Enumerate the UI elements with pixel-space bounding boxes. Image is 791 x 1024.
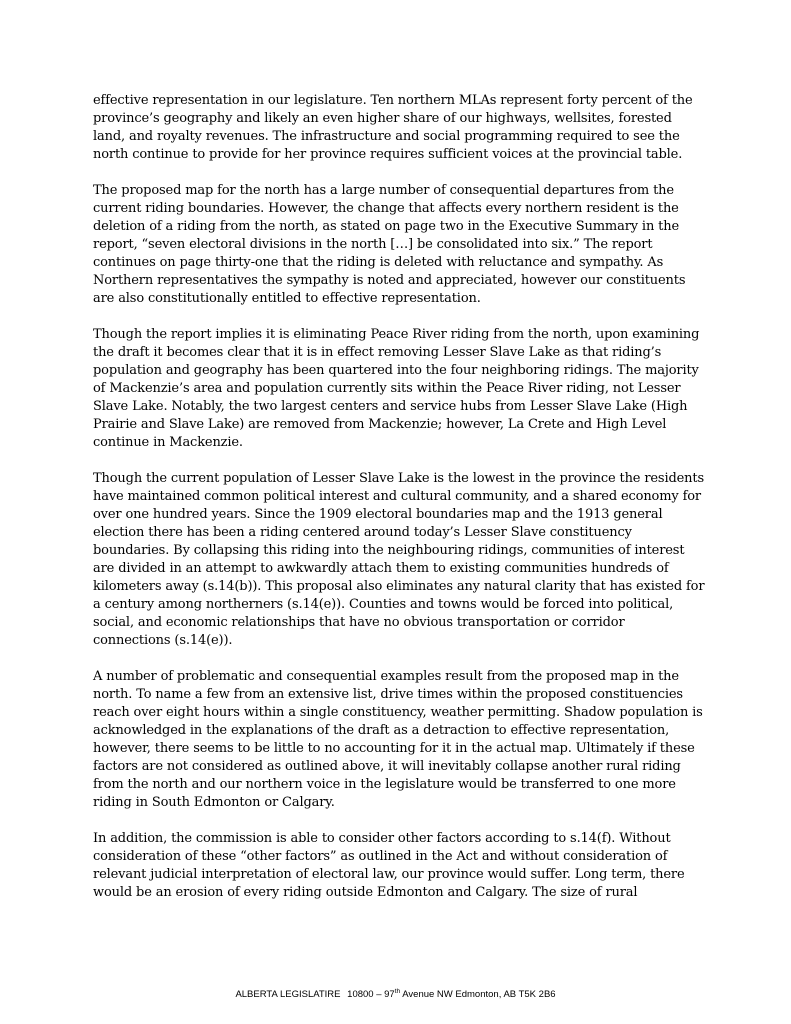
footer-address-rest: Avenue NW Edmonton, AB T5K 2B6 bbox=[400, 989, 556, 1000]
footer-address-number: 10800 – 97 bbox=[347, 989, 395, 1000]
paragraph-proposed-map: The proposed map for the north has a large number of consequential departures from the current riding boundaries. However, the change that affects every northern resident is the deletion of a riding from the north, as stated on page two in the Executive Summary in the report, “seven electoral divisions in the north […] be consolidated into six.” The report continues on page thirty-one that the riding is deleted with reluctance and sympathy. As Northern representatives the sympathy is noted and appreciated, however our constituents are also constitutionally entitled to effective representation. bbox=[93, 183, 686, 306]
paragraph-problematic-examples: A number of problematic and consequential examples result from the proposed map in the north. To name a few from an extensive list, drive times within the proposed constituencies reach over eight hours within a single constituency, weather permitting. Shadow population is acknowledged in the explanations of the draft as a detraction to effective representation, however, there seems to be little to no accounting for it in the actual map. Ultimately if these factors are not considered as outlined above, it will inevitably collapse another rural riding from the north and our northern voice in the legislature would be transferred to one more riding in South Edmonton or Calgary. bbox=[93, 669, 703, 810]
paragraph-peace-river: Though the report implies it is eliminating Peace River riding from the north, upon examining the draft it becomes clear that it is in effect removing Lesser Slave Lake as that riding’s population and geography has been quartered into the four neighboring ridings. The majority of Mackenzie’s area and population currently sits within the Peace River riding, not Lesser Slave Lake. Notably, the two largest centers and service hubs from Lesser Slave Lake (High Prairie and Slave Lake) are removed from Mackenzie; however, La Crete and High Level continue in Mackenzie. bbox=[93, 327, 700, 450]
footer-ordinal-suffix: th bbox=[394, 987, 401, 995]
paragraph-other-factors: In addition, the commission is able to consider other factors according to s.14(f). Without consideration of these “other factors” as outlined in the Act and without consideration of relevant judicial interpretation of electoral law, our province would suffer. Long term, there would be an erosion of every riding outside Edmonton and Calgary. The size of rural bbox=[93, 831, 685, 900]
letter-body bbox=[93, 92, 705, 920]
page-footer bbox=[0, 989, 791, 1001]
paragraph-lesser-slave-lake: Though the current population of Lesser Slave Lake is the lowest in the province the residents have maintained common political interest and cultural community, and a shared economy for over one hundred years. Since the 1909 electoral boundaries map and the 1913 general election there has been a riding centered around today’s Lesser Slave constituency boundaries. By collapsing this riding into the neighbouring ridings, communities of interest are divided in an attempt to awkwardly attach them to existing communities hundreds of kilometers away (s.14(b)). This proposal also eliminates any natural clarity that has existed for a century among northerners (s.14(e)). Counties and towns would be forced into political, social, and economic relationships that have no obvious transportation or corridor connections (s.14(e)). bbox=[93, 471, 705, 648]
footer-org: ALBERTA LEGISLATIRE bbox=[235, 989, 341, 1000]
paragraph-effective-representation: effective representation in our legislature. Ten northern MLAs represent forty percent of the province’s geography and likely an even higher share of our highways, wellsites, forested land, and royalty revenues. The infrastructure and social programming required to see the north continue to provide for her province requires sufficient voices at the provincial table. bbox=[93, 93, 693, 162]
